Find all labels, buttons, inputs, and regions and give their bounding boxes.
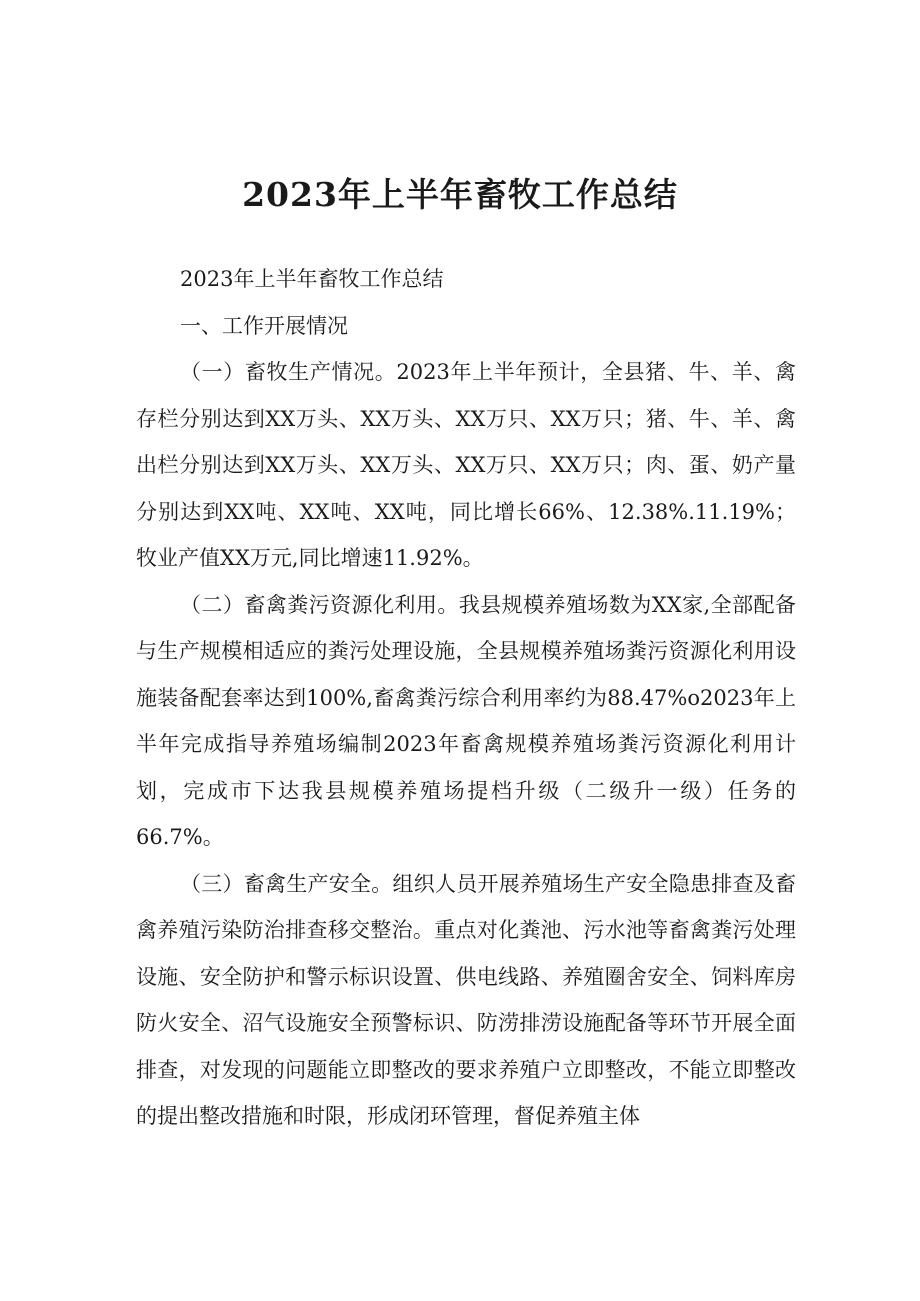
document-title: 2023年上半年畜牧工作总结	[242, 175, 678, 214]
paragraph-production: （一）畜牧生产情况。2023年上半年预计，全县猪、牛、羊、禽存栏分别达到XX万头、XX万头、XX万只、XX万只；猪、牛、羊、禽出栏分别达到XX万头、XX万头、XX万只、XX万只；肉、蛋、奶产量分别达到XX吨、XX吨、XX吨，同比增长66%、12.38%.11.19%；牧业产值XX万元,同比增速11.92%。	[136, 360, 796, 570]
subtitle-paragraph: 2023年上半年畜牧工作总结	[180, 267, 444, 291]
paragraph-manure-utilization: （二）畜禽粪污资源化利用。我县规模养殖场数为XX家,全部配备与生产规模相适应的粪污处理设施，全县规模养殖场粪污资源化利用设施装备配套率达到100%,畜禽粪污综合利用率约为88.47%o2023年上半年完成指导养殖场编制2023年畜禽规模养殖场粪污资源化利用计划，完成市下达我县规模养殖场提档升级（二级升一级）任务的66.7%。	[136, 592, 796, 849]
document-body	[136, 256, 796, 1140]
paragraph-production-safety: （三）畜禽生产安全。组织人员开展养殖场生产安全隐患排查及畜禽养殖污染防治排查移交整治。重点对化粪池、污水池等畜禽粪污处理设施、安全防护和警示标识设置、供电线路、养殖圈舍安全、饲料库房防火安全、沼气设施安全预警标识、防涝排涝设施配备等环节开展全面排查，对发现的问题能立即整改的要求养殖户立即整改，不能立即整改的提出整改措施和时限，形成闭环管理，督促养殖主体	[136, 871, 796, 1128]
section-heading: 一、工作开展情况	[180, 313, 348, 338]
